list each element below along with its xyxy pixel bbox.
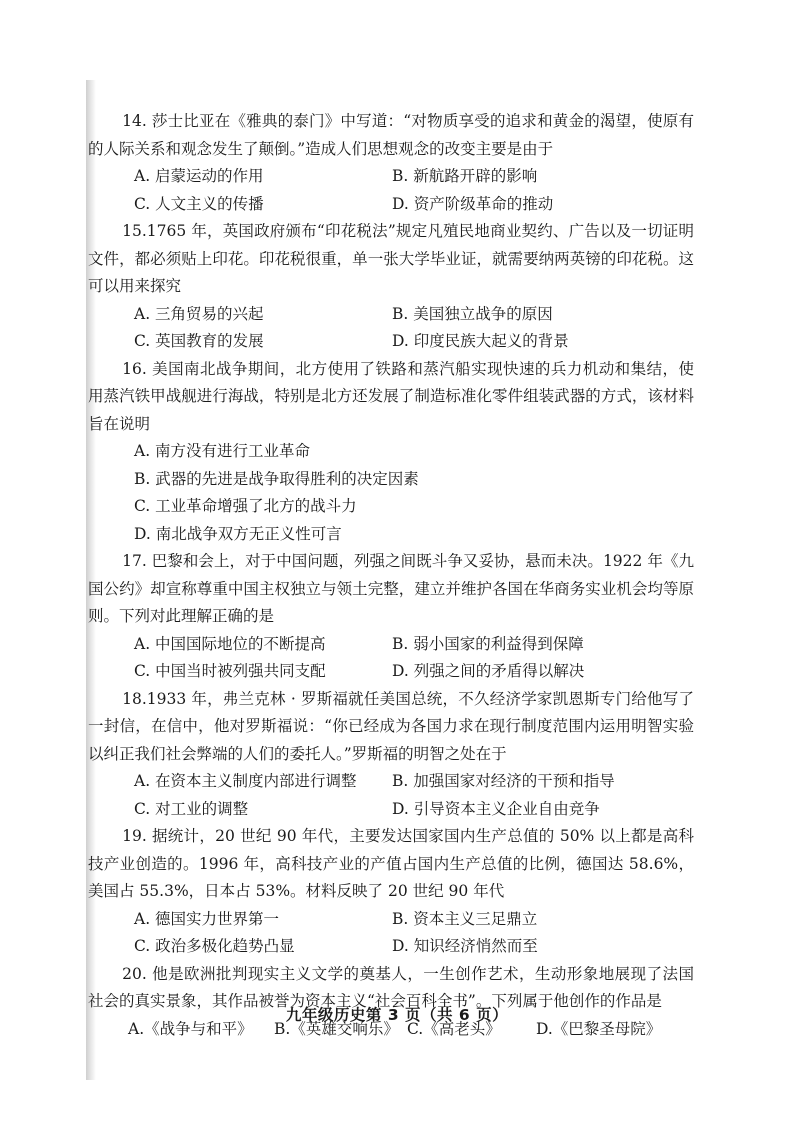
option-c: C. 英国教育的发展: [134, 332, 264, 350]
option-d: D.《巴黎圣母院》: [536, 1019, 662, 1038]
question-stem: 16. 美国南北战争期间，北方使用了铁路和蒸汽船实现快速的兵力机动和集结，使用蒸汽铁甲战舰进行海战，特别是北方还发展了制造标准化零件组装武器的方式，该材料旨在说明: [88, 359, 694, 433]
option-c: C.《高老头》: [407, 1019, 501, 1038]
question-stem: 19. 据统计，20 世纪 90 年代，主要发达国家国内生产总值的 50% 以上都是高科技产业创造的。1996 年，高科技产业的产值占国内生产总值的比例，德国达 58.6%，美国占 55.3%，日本占 53%。材料反映了 20 世纪 90 年代: [88, 827, 694, 900]
option-c: C. 人文主义的传播: [134, 194, 264, 213]
option-d: D. 南北战争双方无正义性可言: [134, 524, 342, 543]
option-a: A. 中国国际地位的不断提高: [134, 634, 326, 653]
question-stem: 14. 莎士比亚在《雅典的泰门》中写道：“对物质享受的追求和黄金的渴望，使原有的人际关系和观念发生了颠倒。”造成人们思想观念的改变主要是由于: [88, 112, 694, 158]
options: [134, 768, 694, 823]
question-17: [88, 548, 694, 686]
option-a: A. 三角贸易的兴起: [134, 304, 264, 323]
option-c: C. 政治多极化趋势凸显: [134, 937, 295, 955]
option-a: A. 在资本主义制度内部进行调整: [134, 772, 357, 790]
options: [134, 163, 694, 218]
option-c: C. 对工业的调整: [134, 799, 249, 818]
exam-page: [88, 108, 694, 1043]
question-15: [88, 218, 694, 356]
question-20: [88, 961, 694, 1044]
option-b: B. 武器的先进是战争取得胜利的决定因素: [134, 469, 419, 488]
option-b: B. 美国独立战争的原因: [392, 304, 553, 323]
option-a: A. 南方没有进行工业革命: [134, 442, 311, 460]
options: [134, 906, 694, 961]
option-d: D. 列强之间的矛盾得以解决: [392, 662, 585, 680]
option-d: D. 资产阶级革命的推动: [392, 194, 554, 213]
option-b: B. 新航路开辟的影响: [392, 167, 538, 185]
question-18: [88, 686, 694, 824]
option-d: D. 知识经济悄然而至: [392, 937, 538, 955]
question-14: [88, 108, 694, 218]
option-b: B. 弱小国家的利益得到保障: [392, 634, 584, 653]
question-stem: 20. 他是欧洲批判现实主义文学的奠基人，一生创作艺术，生动形象地展现了法国社会的真实景象，其作品被誉为资本主义“社会百科全书”。下列属于他创作的作品是: [88, 964, 694, 1010]
question-stem: 15.1765 年，英国政府颁布“印花税法”规定凡殖民地商业契约、广告以及一切证明文件，都必须贴上印花。印花税很重，单一张大学毕业证，就需要纳两英镑的印花税。这可以用来探究: [88, 222, 694, 295]
option-c: C. 工业革命增强了北方的战斗力: [134, 497, 357, 515]
option-c: C. 中国当时被列强共同支配: [134, 662, 326, 680]
options: [134, 438, 694, 548]
option-b: B. 资本主义三足鼎立: [392, 909, 538, 928]
page-footer: 九年级历史第 3 页（共 6 页）: [285, 1006, 509, 1024]
options: [134, 301, 694, 356]
option-a: A. 启蒙运动的作用: [134, 167, 264, 185]
option-a: A. 德国实力世界第一: [134, 909, 280, 928]
option-b: B.《英雄交响乐》: [274, 1019, 399, 1038]
question-19: [88, 823, 694, 961]
question-stem: 18.1933 年，弗兰克林 · 罗斯福就任美国总统，不久经济学家凯恩斯专门给他写了一封信，在信中，他对罗斯福说：“你已经成为各国力求在现行制度范围内运用明智实验以纠正我们社会弊端的人们的委托人。”罗斯福的明智之处在于: [88, 689, 694, 763]
option-b: B. 加强国家对经济的干预和指导: [392, 772, 615, 790]
question-stem: 17. 巴黎和会上，对于中国问题，列强之间既斗争又妥协，悬而未决。1922 年《九国公约》却宣称尊重中国主权独立与领土完整，建立并维护各国在华商务实业机会均等原则。下列对此理解正确的是: [88, 552, 694, 625]
options: [134, 631, 694, 686]
question-16: [88, 356, 694, 549]
option-d: D. 引导资本主义企业自由竞争: [392, 799, 600, 818]
option-d: D. 印度民族大起义的背景: [392, 332, 569, 350]
option-a: A.《战争与和平》: [128, 1019, 253, 1038]
